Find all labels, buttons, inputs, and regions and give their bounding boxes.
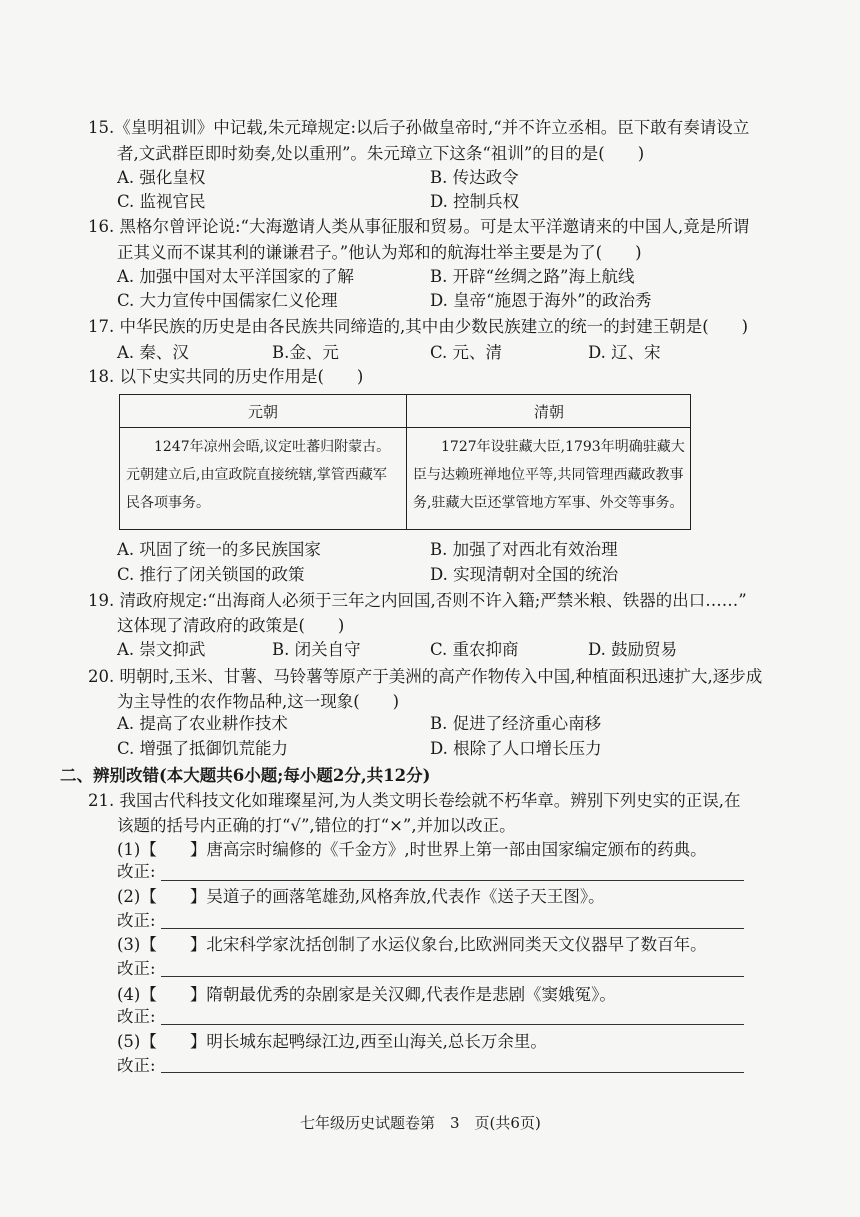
q17-option-a: A. 秦、汉 (117, 343, 189, 362)
q15-stem-line2: 者,文武群臣即时劾奏,处以重刑”。朱元璋立下这条“祖训”的目的是( ) (117, 144, 645, 163)
q18-option-c: C. 推行了闭关锁国的政策 (117, 565, 305, 584)
answer-blank[interactable] (161, 880, 744, 881)
q15-stem-line1: 15.《皇明祖训》中记载,朱元璋规定:以后子孙做皇帝时,“并不许立丞相。臣下敢有奏请设立 (88, 118, 750, 137)
q19-stem-line2: 这体现了清政府的政策是( ) (117, 616, 345, 635)
q19-option-c: C. 重农抑商 (430, 640, 519, 659)
q16-option-d: D. 皇帝“施恩于海外”的政治秀 (430, 291, 652, 310)
q18-option-a: A. 巩固了统一的多民族国家 (117, 540, 321, 559)
q20-option-c: C. 增强了抵御饥荒能力 (117, 739, 289, 758)
table-divider-horizontal (120, 427, 690, 428)
q16-stem-line1: 16. 黑格尔曾评论说:“大海邀请人类从事征服和贸易。可是太平洋邀请来的中国人,竟是所谓 (88, 217, 750, 236)
fix-label: 改正: (117, 1007, 156, 1026)
q20-option-d: D. 根除了人口增长压力 (430, 739, 602, 758)
q16-stem-line2: 正其义而不谋其利的谦谦君子。”他认为郑和的航海壮举主要是为了( ) (117, 243, 642, 262)
table-cell-qing: 1727年设驻藏大臣,1793年明确驻藏大臣与达赖班禅地位平等,共同管理西藏政教事务,驻藏大臣还掌管地方军事、外交等事务。 (413, 439, 685, 511)
table-cell-yuan: 1247年凉州会晤,议定吐蕃归附蒙古。元朝建立后,由宣政院直接统辖,掌管西藏军民各项事务。 (126, 439, 391, 511)
q21-item: (1)【 】唐高宗时编修的《千金方》,时世界上第一部由国家编定颁布的药典。 (117, 840, 707, 859)
fix-label: 改正: (117, 959, 156, 978)
q19-stem-line1: 19. 清政府规定:“出海商人必须于三年之内回国,否则不许入籍;严禁米粮、铁器的出口……” (88, 591, 747, 610)
table-header-qing: 清朝 (533, 403, 564, 421)
q17-stem-line1: 17. 中华民族的历史是由各民族共同缔造的,其中由少数民族建立的统一的封建王朝是( ) (88, 317, 749, 336)
q19-option-b: B. 闭关自守 (272, 640, 361, 659)
fix-label: 改正: (117, 1056, 156, 1075)
q21-item: (2)【 】吴道子的画落笔雄劲,风格奔放,代表作《送子天王图》。 (117, 887, 605, 906)
q21-stem-line2: 该题的括号内正确的打“√”,错位的打“×”,并加以改正。 (117, 816, 516, 835)
q19-option-d: D. 鼓励贸易 (588, 640, 678, 659)
q17-option-c: C. 元、清 (430, 343, 503, 362)
fix-label: 改正: (117, 911, 156, 930)
q16-option-a: A. 加强中国对太平洋国家的了解 (117, 267, 354, 286)
q20-option-a: A. 提高了农业耕作技术 (117, 714, 288, 733)
q20-stem-line1: 20. 明朝时,玉米、甘薯、马铃薯等原产于美洲的高产作物传入中国,种植面积迅速扩大,逐步成 (88, 667, 763, 686)
q21-stem-line1: 21. 我国古代科技文化如璀璨星河,为人类文明长卷绘就不朽华章。辨别下列史实的正误,在 (88, 791, 741, 810)
answer-blank[interactable] (161, 928, 744, 929)
q20-option-b: B. 促进了经济重心南移 (430, 714, 602, 733)
page-footer: 七年级历史试题卷第 3 页(共6页) (300, 1114, 541, 1132)
q15-option-a: A. 强化皇权 (117, 168, 206, 187)
q16-option-c: C. 大力宣传中国儒家仁义伦理 (117, 291, 338, 310)
q20-stem-line2: 为主导性的农作物品种,这一现象( ) (117, 692, 400, 711)
answer-blank[interactable] (161, 976, 744, 977)
q17-option-b: B.金、元 (272, 343, 339, 362)
q18-table (119, 394, 691, 530)
q15-option-b: B. 传达政令 (430, 168, 519, 187)
q21-item: (3)【 】北宋科学家沈括创制了水运仪象台,比欧洲同类天文仪器早了数百年。 (117, 935, 707, 954)
q21-item: (4)【 】隋朝最优秀的杂剧家是关汉卿,代表作是悲剧《窦娥冤》。 (117, 985, 616, 1004)
q18-option-b: B. 加强了对西北有效治理 (430, 540, 618, 559)
table-header-yuan: 元朝 (247, 403, 278, 421)
answer-blank[interactable] (161, 1024, 744, 1025)
q16-option-b: B. 开辟“丝绸之路”海上航线 (430, 267, 635, 286)
q17-option-d: D. 辽、宋 (588, 343, 661, 362)
q15-option-c: C. 监视官民 (117, 192, 206, 211)
answer-blank[interactable] (161, 1072, 744, 1073)
fix-label: 改正: (117, 862, 156, 881)
q18-option-d: D. 实现清朝对全国的统治 (430, 565, 619, 584)
section-heading: 二、辨别改错(本大题共6小题;每小题2分,共12分) (60, 766, 431, 785)
q19-option-a: A. 崇文抑武 (117, 640, 206, 659)
q15-option-d: D. 控制兵权 (430, 192, 520, 211)
q18-stem-line1: 18. 以下史实共同的历史作用是( ) (88, 367, 364, 386)
q21-item: (5)【 】明长城东起鸭绿江边,西至山海关,总长万余里。 (117, 1032, 547, 1051)
